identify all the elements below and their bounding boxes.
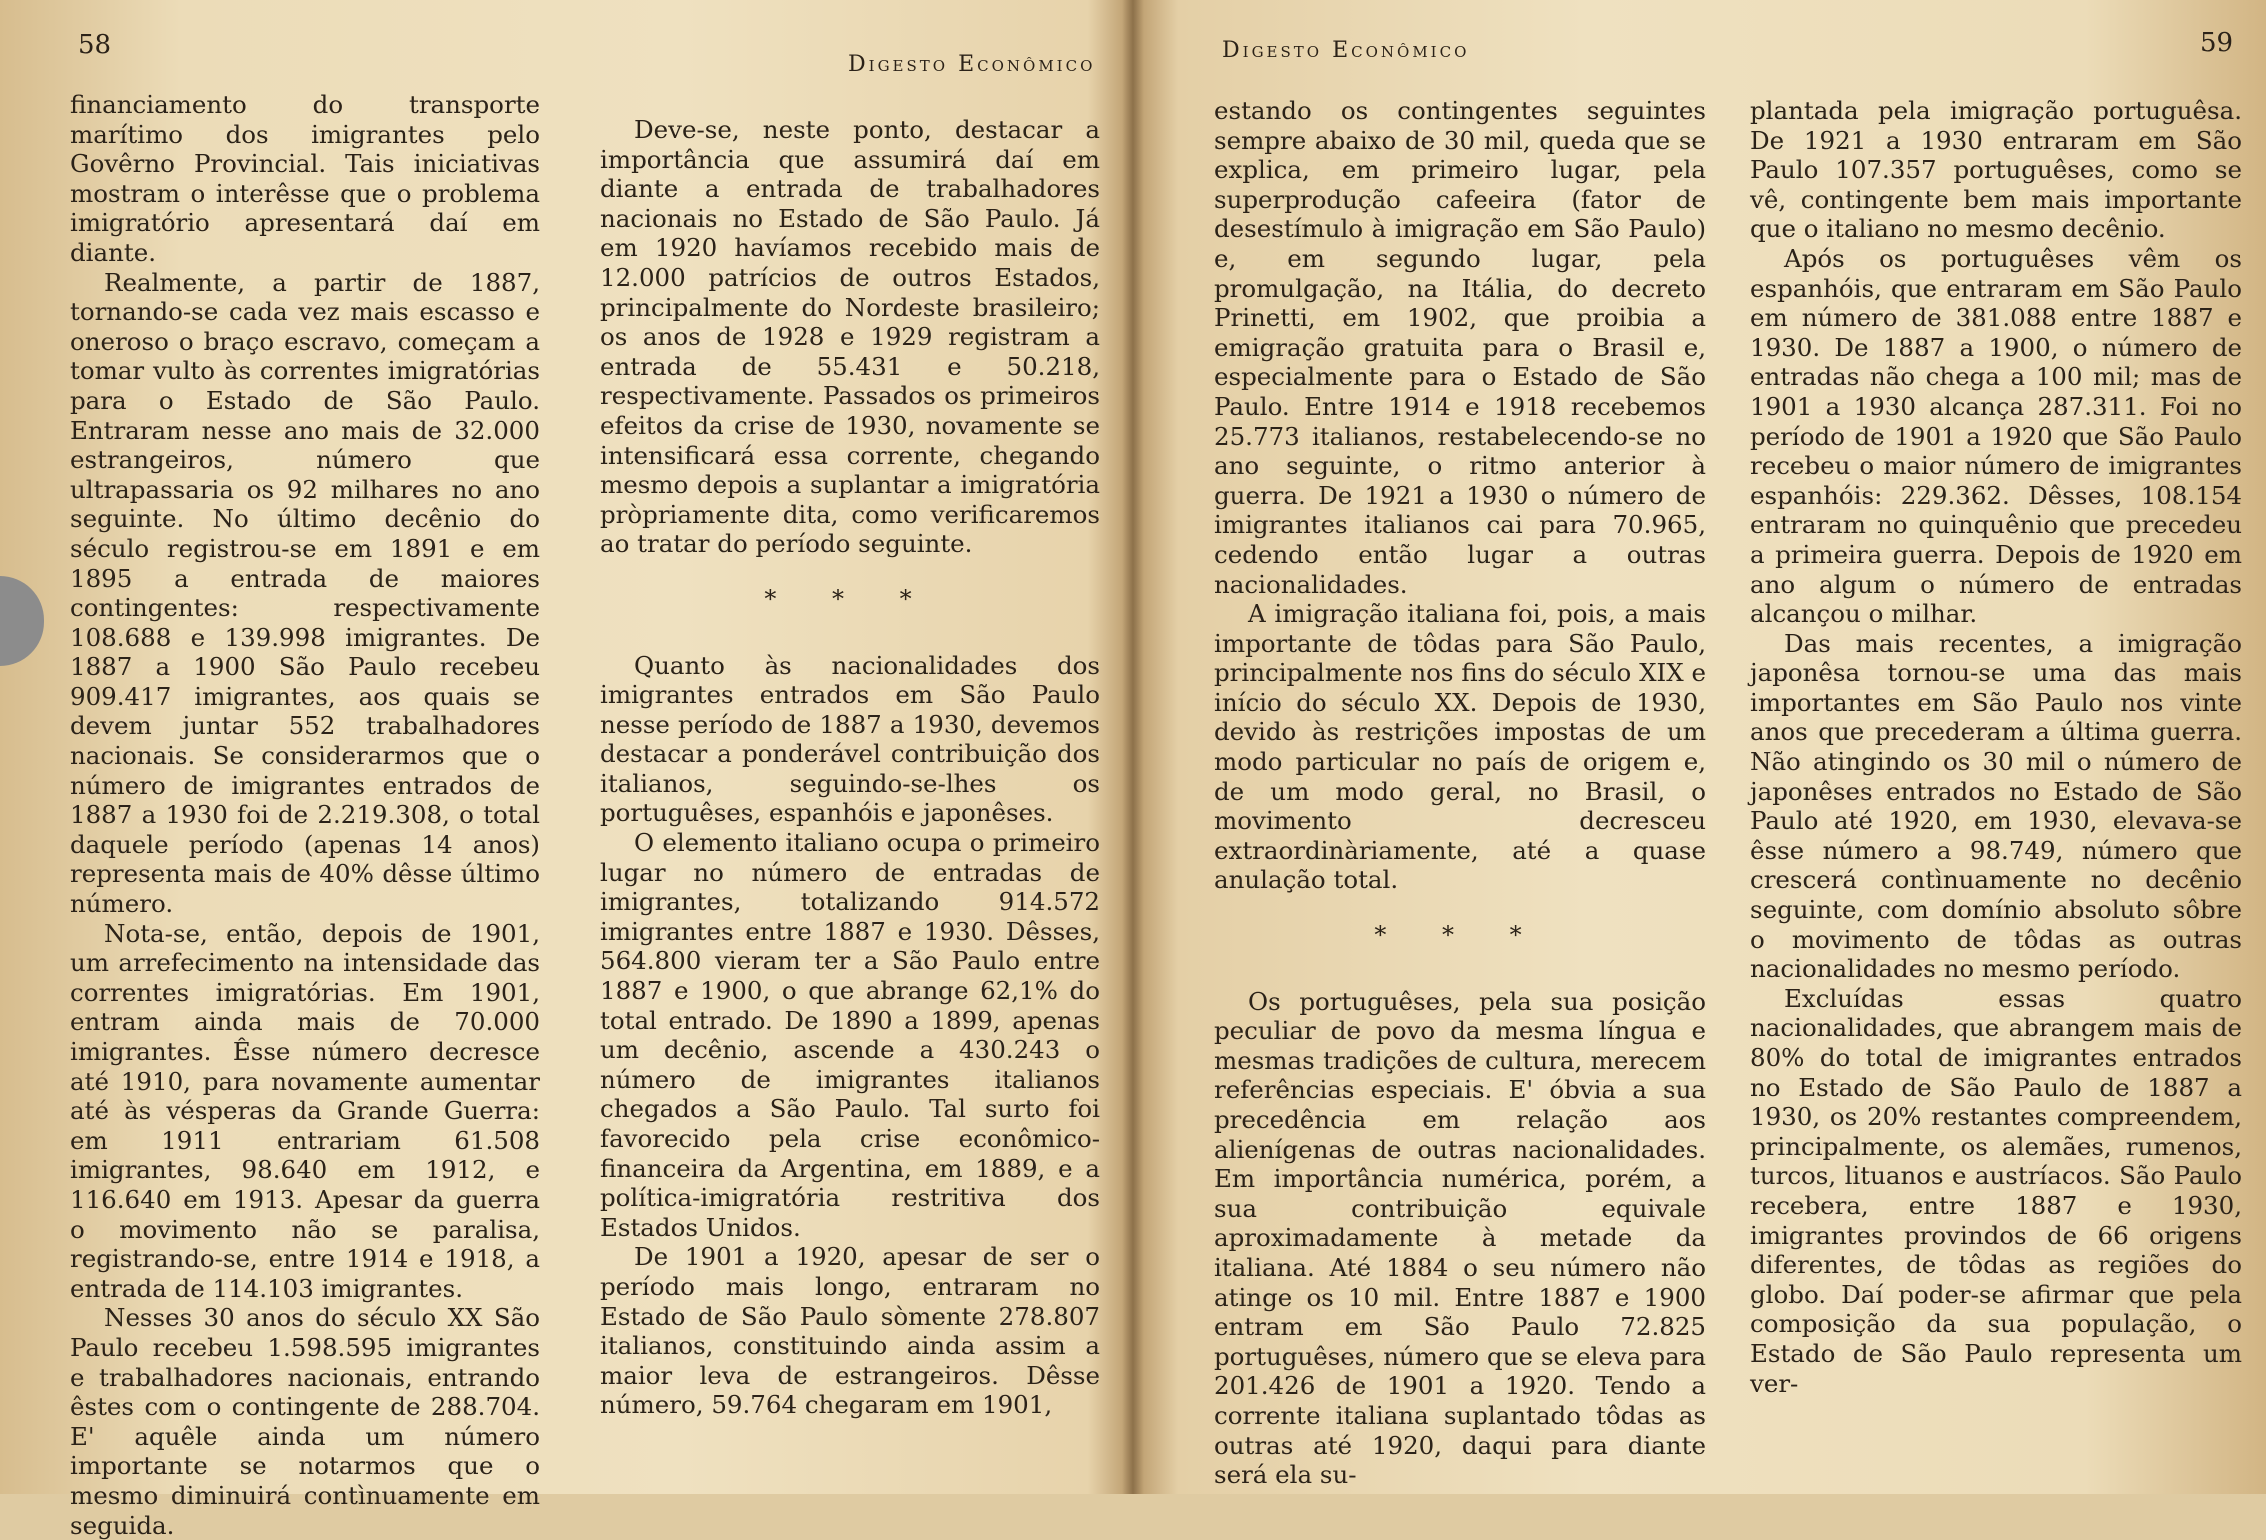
paragraph: Nesses 30 anos do século XX São Paulo recebeu 1.598.595 imigrantes e trabalhadores nacionais, entrando êstes com o contingente de 288.704. E' aquêle ainda um número importante se notarmos que o mesmo diminuirá contìnuamente em seguida. bbox=[70, 1303, 540, 1540]
page-number: 58 bbox=[78, 30, 112, 60]
left-column-1 bbox=[70, 90, 540, 1540]
paragraph: financiamento do transporte marítimo dos imigrantes pelo Govêrno Provincial. Tais iniciativas mostram o interêsse que o problema imigratório apresentará daí em diante. bbox=[70, 90, 540, 267]
left-page bbox=[0, 0, 1130, 1540]
left-column-2 bbox=[600, 115, 1100, 1420]
paragraph: De 1901 a 1920, apesar de ser o período mais longo, entraram no Estado de São Paulo sòmente 278.807 italianos, constituindo ainda assim a maior leva de estrangeiros. Dêsse número, 59.764 chegaram em 1901, bbox=[600, 1242, 1100, 1420]
paragraph: Nota-se, então, depois de 1901, um arrefecimento na intensidade das correntes imigratórias. Em 1901, entram ainda mais de 70.000 imigrantes. Êsse número decresce até 1910, para novamente aumentar até às vésperas da Grande Guerra: em 1911 entrariam 61.508 imigrantes, 98.640 em 1912, e 116.640 em 1913. Apesar da guerra o movimento não se paralisa, registrando-se, entre 1914 e 1918, a entrada de 114.103 imigrantes. bbox=[70, 918, 540, 1303]
paragraph: estando os contingentes seguintes sempre abaixo de 30 mil, queda que se explica, em primeiro lugar, pela superprodução cafeeira (fator de desestímulo à imigração em São Paulo) e, em segundo lugar, pela promulgação, na Itália, do decreto Prinetti, em 1902, que proibia a emigração gratuita para o Brasil e, especialmente para o Estado de São Paulo. Entre 1914 e 1918 recebemos 25.773 italianos, restabelecendo-se no ano seguinte, o ritmo anterior à guerra. De 1921 a 1930 o número de imigrantes italianos cai para 70.965, cedendo então lugar a outras nacionalidades. bbox=[1214, 96, 1706, 599]
right-page bbox=[1136, 0, 2266, 1494]
section-separator: * * * bbox=[1374, 921, 1546, 950]
paragraph: O elemento italiano ocupa o primeiro lugar no número de entradas de imigrantes, totalizando 914.572 imigrantes entre 1887 e 1930. Dêsses, 564.800 vieram ter a São Paulo entre 1887 e 1900, o que abrange 62,1% do total entrado. De 1890 a 1899, apenas um decênio, ascende a 430.243 o número de imigrantes italianos chegados a São Paulo. Tal surto foi favorecido pela crise econômico-financeira da Argentina, em 1889, e a política-imigratória restritiva dos Estados Unidos. bbox=[600, 828, 1100, 1242]
right-column-2 bbox=[1750, 96, 2242, 1398]
paragraph: Após os portuguêses vêm os espanhóis, que entraram em São Paulo em número de 381.088 entre 1887 e 1930. De 1887 a 1900, o número de entradas não chega a 100 mil; mas de 1901 a 1930 alcança 287.311. Foi no período de 1901 a 1920 que São Paulo recebeu o maior número de imigrantes espanhóis: 229.362. Dêsses, 108.154 entraram no quinquênio que precedeu a primeira guerra. Depois de 1920 em ano algum o número de entradas alcançou o milhar. bbox=[1750, 243, 2242, 629]
paragraph: Das mais recentes, a imigração japonêsa tornou-se uma das mais importantes em São Paulo nos vinte anos que precederam a última guerra. Não atingindo os 30 mil o número de japonêses entrados no Estado de São Paulo até 1920, em 1930, elevava-se êsse número a 98.749, número que crescerá contìnuamente no decênio seguinte, com domínio absoluto sôbre o movimento de tôdas as outras nacionalidades no mesmo período. bbox=[1750, 628, 2242, 984]
binding-hole bbox=[0, 576, 44, 666]
paragraph: plantada pela imigração portuguêsa. De 1921 a 1930 entraram em São Paulo 107.357 portuguêses, como se vê, contingente bem mais importante que o italiano no mesmo decênio. bbox=[1750, 96, 2242, 244]
paragraph: Excluídas essas quatro nacionalidades, que abrangem mais de 80% do total de imigrantes entrados no Estado de São Paulo de 1887 a 1930, os 20% restantes compreendem, principalmente, os alemães, rumenos, turcos, lituanos e austríacos. São Paulo recebera, entre 1887 e 1930, imigrantes provindos de 66 origens diferentes, de tôdas as regiões do globo. Daí poder-se afirmar que pela composição da sua população, o Estado de São Paulo representa um ver- bbox=[1750, 983, 2242, 1398]
running-head: Digesto Econômico bbox=[848, 52, 1096, 77]
paragraph: A imigração italiana foi, pois, a mais importante de tôdas para São Paulo, principalmente nos fins do século XIX e início do século XX. Depois de 1930, devido às restrições impostas de um modo particular no país de origem e, de um modo geral, no Brasil, o movimento decresceu extraordinàriamente, até a quase anulação total. bbox=[1214, 599, 1706, 895]
paragraph: Realmente, a partir de 1887, tornando-se cada vez mais escasso e oneroso o braço escravo, começam a tomar vulto às correntes imigratórias para o Estado de São Paulo. Entraram nesse ano mais de 32.000 estrangeiros, número que ultrapassaria os 92 milhares no ano seguinte. No último decênio do século registrou-se em 1891 e em 1895 a entrada de maiores contingentes: respectivamente 108.688 e 139.998 imigrantes. De 1887 a 1900 São Paulo recebeu 909.417 imigrantes, aos quais se devem juntar 552 trabalhadores nacionais. Se considerarmos que o número de imigrantes entrados de 1887 a 1930 foi de 2.219.308, o total daquele período (apenas 14 anos) representa mais de 40% dêsse último número. bbox=[70, 267, 540, 919]
page-number: 59 bbox=[2200, 28, 2234, 58]
paragraph: Deve-se, neste ponto, destacar a importância que assumirá daí em diante a entrada de trabalhadores nacionais no Estado de São Paulo. Já em 1920 havíamos recebido mais de 12.000 patrícios de outros Estados, principalmente do Nordeste brasileiro; os anos de 1928 e 1929 registram a entrada de 55.431 e 50.218, respectivamente. Passados os primeiros efeitos da crise de 1930, novamente se intensificará essa corrente, chegando mesmo depois a suplantar a imigratória pròpriamente dita, como verificaremos ao tratar do período seguinte. bbox=[600, 115, 1100, 559]
paragraph: Quanto às nacionalidades dos imigrantes entrados em São Paulo nesse período de 1887 a 1930, devemos destacar a ponderável contribuição dos italianos, seguindo-se-lhes os portuguêses, espanhóis e japonêses. bbox=[600, 650, 1100, 828]
section-separator: * * * bbox=[764, 584, 936, 613]
right-column-1 bbox=[1214, 96, 1706, 1490]
paragraph: Os portuguêses, pela sua posição peculiar de povo da mesma língua e mesmas tradições de cultura, merecem referências especiais. E' óbvia a sua precedência em relação aos alienígenas de outras nacionalidades. Em importância numérica, porém, a sua contribuição equivale aproximadamente à metade da italiana. Até 1884 o seu número não atinge os 10 mil. Entre 1887 e 1900 entram em São Paulo 72.825 portuguêses, número que se eleva para 201.426 de 1901 a 1920. Tendo a corrente italiana suplantado tôdas as outras até 1920, daqui para diante será ela su- bbox=[1214, 986, 1706, 1490]
running-head: Digesto Econômico bbox=[1222, 38, 1470, 63]
